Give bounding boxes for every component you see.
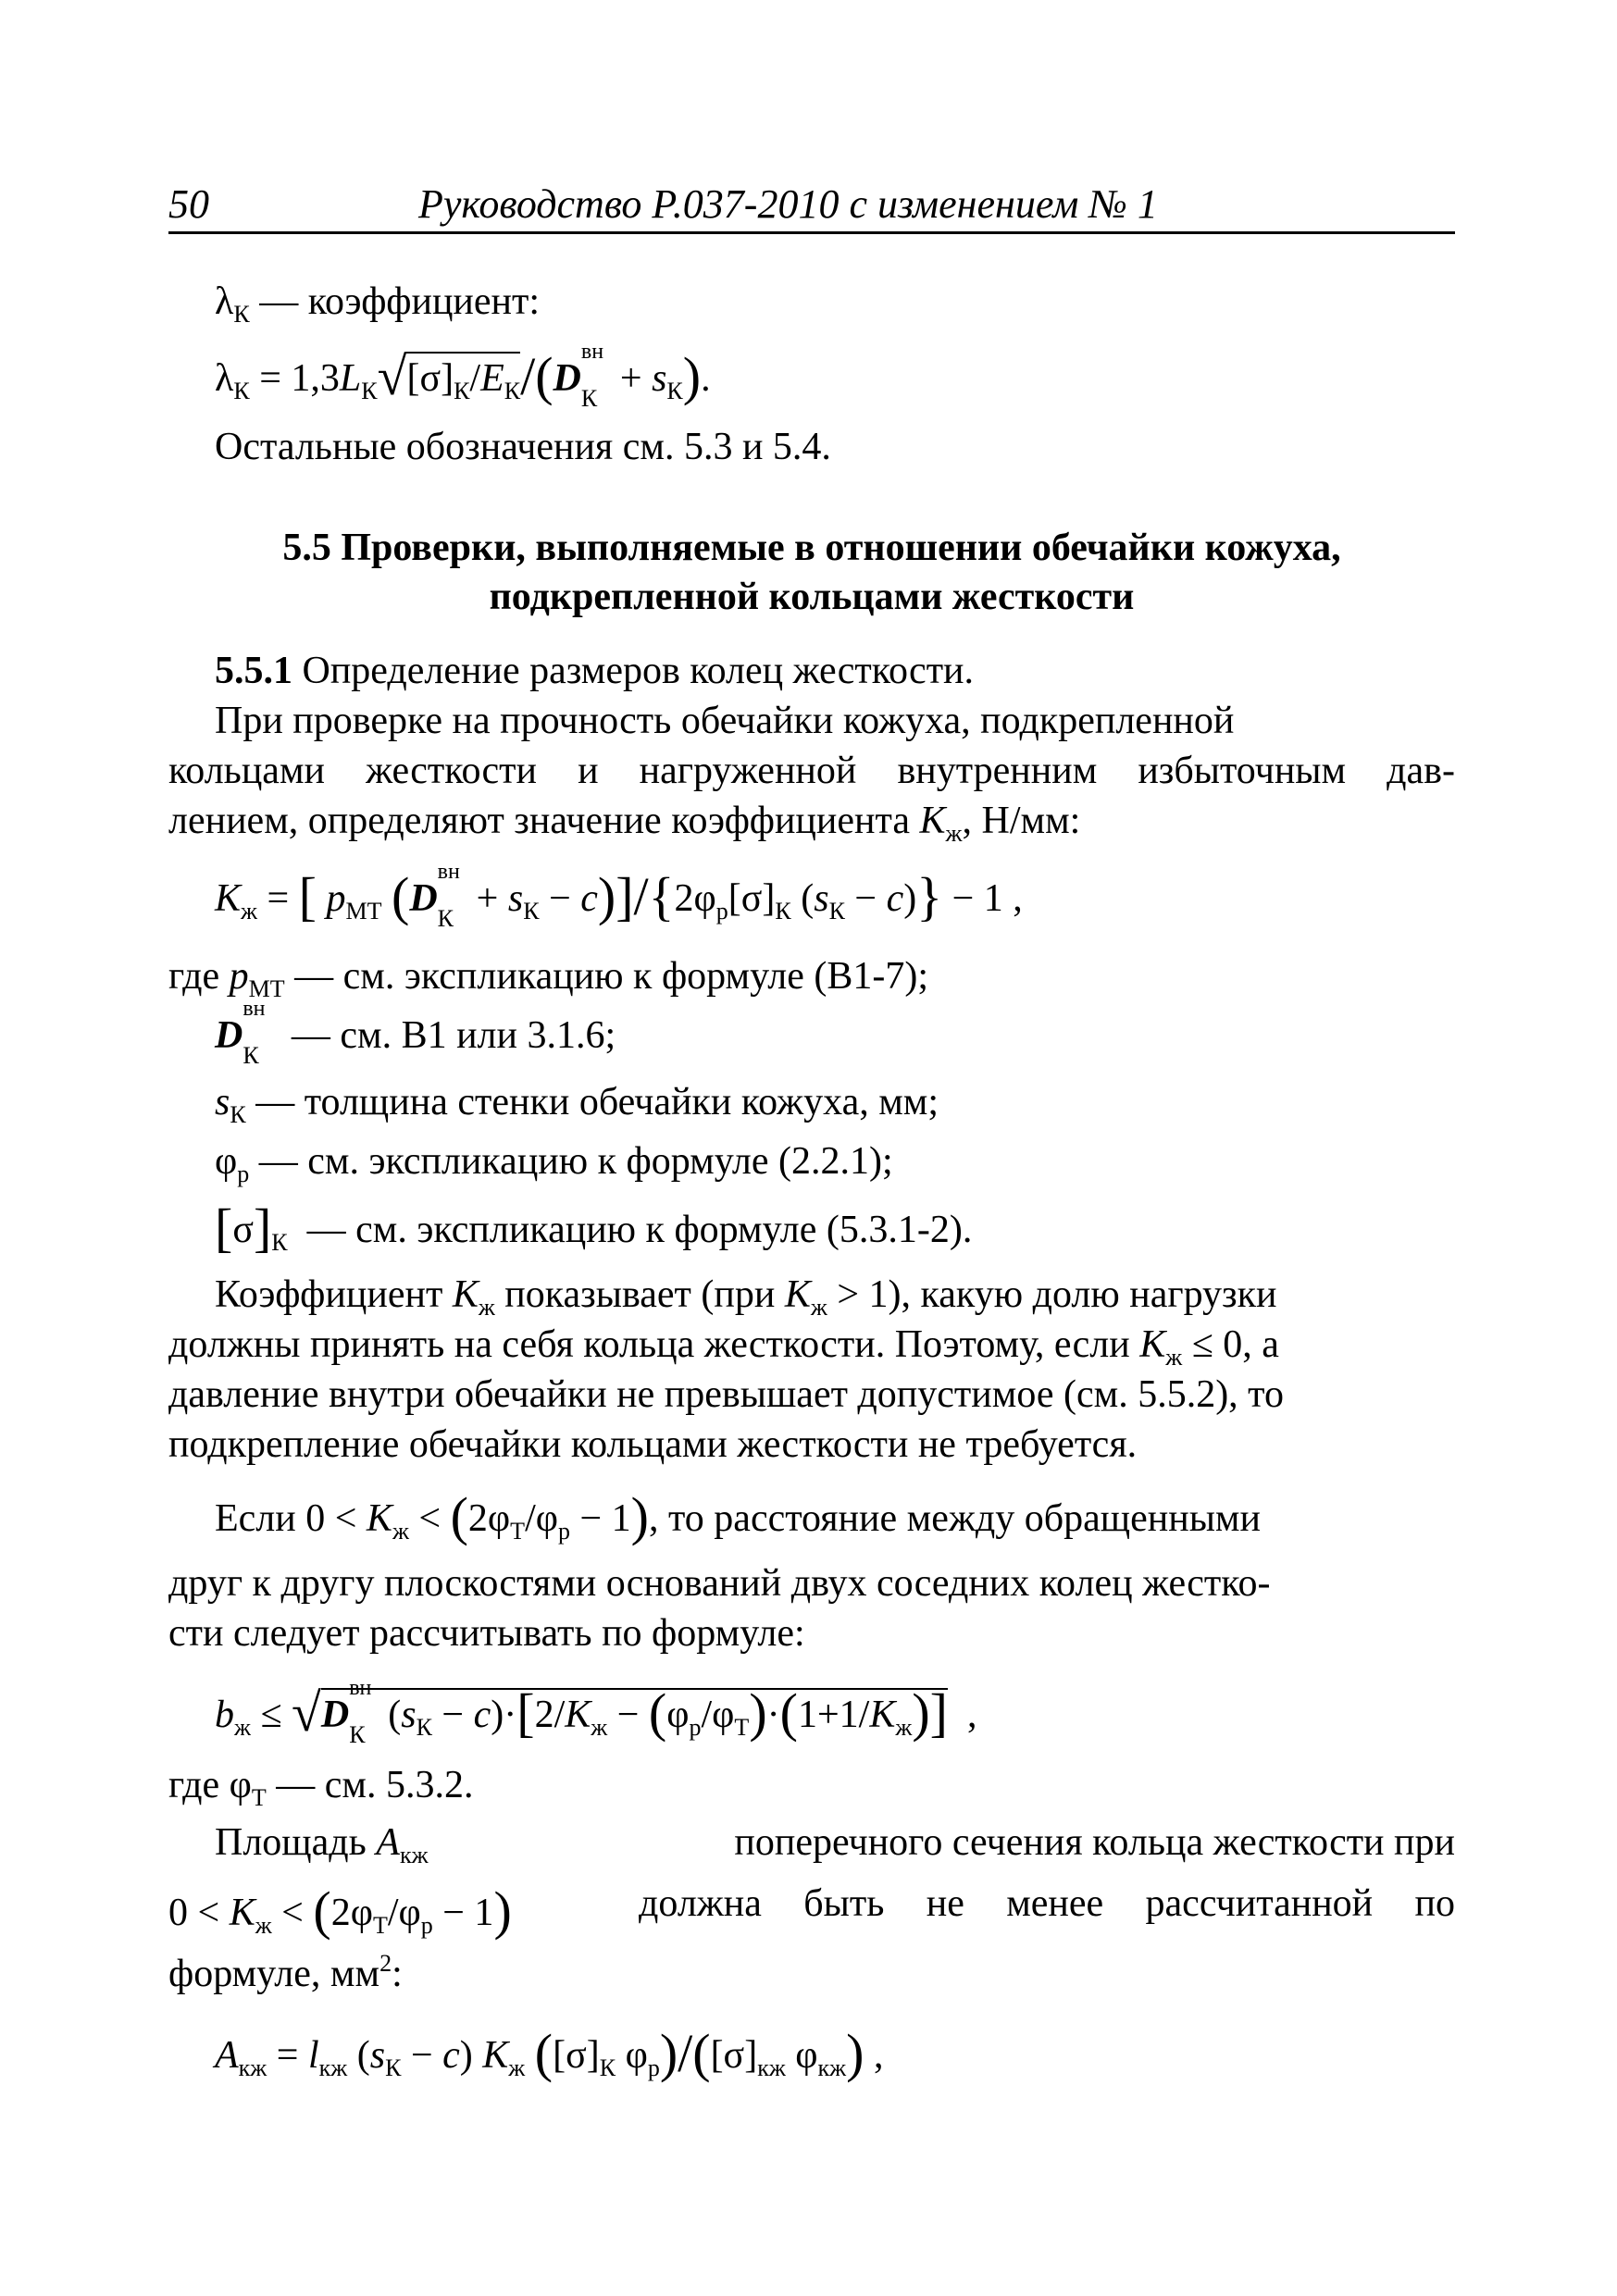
if-line-1: Если $0 < K_ж < (2\varphi_Т/\varphi_р - 1)$, то расстояние между обращенными xyxy=(215,1486,1261,1546)
if-line-3: сти следует рассчитывать по формуле: xyxy=(168,1612,805,1655)
if-line-2: друг к другу плоскостями оснований двух соседних колец жестко- xyxy=(168,1562,1271,1605)
lambda-formula: $\lambda_К = 1,3L_К√[\sigma]_К/E_К/(D$ вн К + $s_К$). xyxy=(215,340,711,412)
coef-line-2: должны принять на себя кольца жесткости. Поэтому, если $K_ж \le 0$, а xyxy=(168,1323,1279,1371)
section-heading: 5.5 Проверки, выполняемые в отношении обечайки кожуха, подкрепленной кольцами жесткости xyxy=(282,527,1341,618)
paragraph-5-5-1: 5.5.1 Определение размеров колец жесткости. xyxy=(215,650,975,692)
lambda-definition: $\lambda_К$ — коэффициент: xyxy=(215,280,541,328)
header-rule xyxy=(168,231,1455,234)
area-line-2: $0 < K_ж < (2\varphi_Т/\varphi_р - 1)$ xyxy=(168,1880,512,1941)
area-line-1: Площадь $A_{кж}$ поперечного сечения кольца жесткости при xyxy=(215,1821,1455,1868)
area-line-3: формуле, $мм^2$: xyxy=(168,1950,403,1995)
check-line-3: лением, определяют значение коэффициента $K_ж$, Н/мм: xyxy=(168,800,1081,847)
bzh-formula: $b_ж \le √D$ вн К $(s_К - c)\cdot[2/K_ж - (\varphi_р/\varphi_Т)\cdot(1+1/K_ж)]$ , xyxy=(215,1676,977,1748)
coef-line-1: Коэффициент $K_ж$ показывает (при $K_ж > 1$), какую долю нагрузки xyxy=(215,1273,1277,1321)
explication-dk: D вн К — см. В1 или 3.1.6; xyxy=(215,997,616,1069)
coef-line-3: давление внутри обечайки не превышает допустимое (см. 5.5.2), то xyxy=(168,1373,1284,1416)
akzh-formula: $A_{кж} = l_{кж}$ $(s_К - c)$ $K_ж$ ($[\sigma]_К$ $\varphi_р)/([\sigma]_{кж}$ $\varphi_{кж}$) , xyxy=(215,2023,884,2083)
explication-phip: $\varphi_р$ — см. экспликацию к формуле (2.2.1); xyxy=(215,1140,893,1187)
other-notation: Остальные обозначения см. 5.3 и 5.4. xyxy=(215,426,831,468)
page-header xyxy=(168,180,1455,229)
running-title: Руководство Р.037-2010 с изменением № 1 xyxy=(418,181,1158,227)
area-line-2-tail: должна быть не менее рассчитанной по xyxy=(639,1882,1455,1925)
explication-sk: $s_К$ — толщина стенки обечайки кожуха, мм; xyxy=(215,1081,939,1128)
check-line-2: кольцами жесткости и нагруженной внутренним избыточным дав- xyxy=(168,750,1455,792)
coef-line-4: подкрепление обечайки кольцами жесткости не требуется. xyxy=(168,1423,1138,1466)
explication-sigmak: $[\sigma]_К$ — см. экспликацию к формуле (5.3.1-2). xyxy=(215,1198,973,1258)
where-phit: где $\varphi_Т$ — см. 5.3.2. xyxy=(168,1764,474,1811)
explication-pmt: где $p_{МТ}$ — см. экспликацию к формуле (В1-7); xyxy=(168,955,929,1002)
page-number: 50 xyxy=(168,181,209,227)
kzh-formula: $K_ж$ = [ $p_{МТ}$ (D вн К + $s_К - c)]/\{2\varphi_р[\sigma]_К$ $(s_К - c)\} - 1$ , xyxy=(215,860,1023,932)
check-line-1: При проверке на прочность обечайки кожуха, подкрепленной xyxy=(215,700,1235,742)
